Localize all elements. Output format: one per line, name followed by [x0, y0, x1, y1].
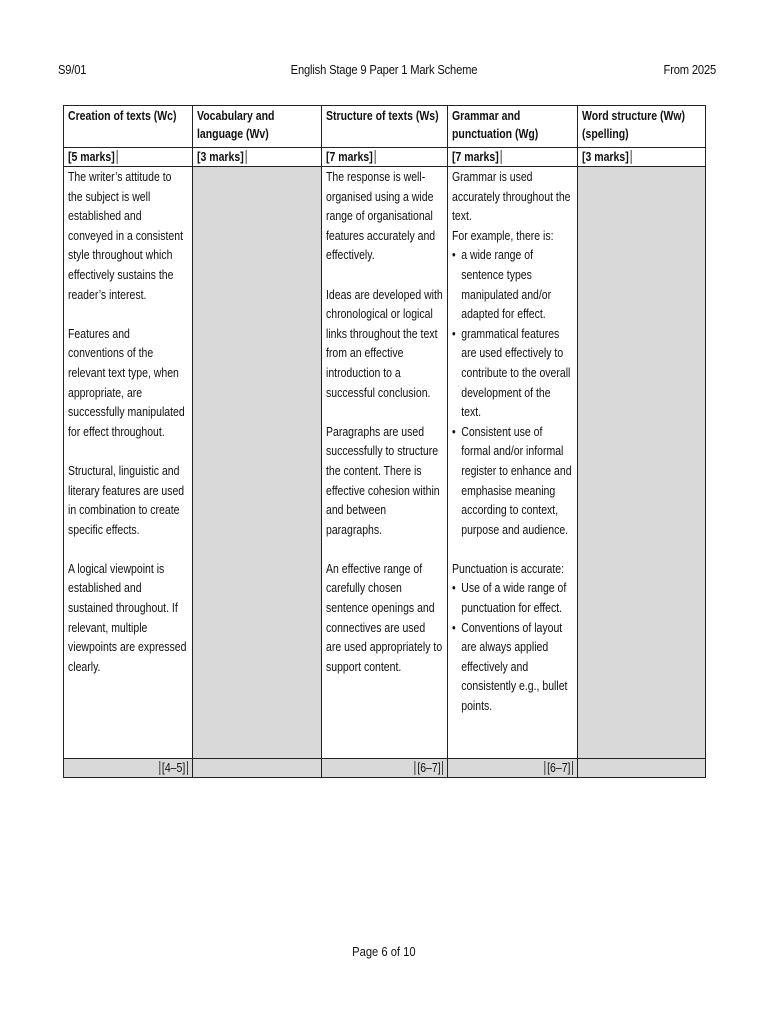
band-wc: [4–5] — [64, 759, 193, 778]
descriptor-ww-empty — [578, 167, 706, 759]
ws-paragraph: The response is well-organised using a wide range of organisational features accurately and effectively. — [326, 170, 436, 263]
page-number: Page 6 of 10 — [352, 944, 416, 959]
wc-paragraph: A logical viewpoint is established and sustained throughout. If relevant, multiple viewpoints are expressed clearly. — [68, 561, 187, 674]
list-item: • grammatical features are used effectively to contribute to the overall development of the text. — [452, 325, 573, 423]
wc-paragraph: The writer’s attitude to the subject is well established and conveyed in a consistent style throughout which effectively sustains the reader’s interest. — [68, 170, 183, 302]
descriptor-ws — [322, 167, 448, 759]
mark-scheme-table — [63, 105, 706, 778]
list-item: • Use of a wide range of punctuation for effect. — [452, 579, 573, 618]
footer-row — [64, 759, 706, 778]
descriptor-wg — [448, 167, 578, 759]
descriptor-row — [64, 167, 706, 759]
column-header-ww: Word structure (Ww) (spelling) — [578, 106, 706, 148]
band-ww — [578, 759, 706, 778]
wg-grammar-list — [452, 246, 573, 540]
ws-paragraph: Paragraphs are used successfully to structure the content. There is effective cohesion within and between paragraphs. — [326, 424, 440, 537]
list-item: • a wide range of sentence types manipulated and/or adapted for effect. — [452, 246, 573, 324]
marks-ws: [7 marks] — [322, 148, 448, 167]
document-title: English Stage 9 Paper 1 Mark Scheme — [290, 62, 478, 77]
wg-punctuation-lead: Punctuation is accurate: — [452, 561, 565, 576]
wg-punctuation-list — [452, 579, 573, 716]
table-header-row — [64, 106, 706, 148]
wc-paragraph: Structural, linguistic and literary features are used in combination to create specific effects. — [68, 463, 185, 537]
band-wg: [6–7] — [448, 759, 578, 778]
column-header-wg: Grammar and punctuation (Wg) — [448, 106, 578, 148]
marks-row — [64, 148, 706, 167]
marks-ww: [3 marks] — [578, 148, 706, 167]
wg-intro: Grammar is used accurately throughout the text. — [452, 170, 571, 224]
band-wv — [193, 759, 322, 778]
descriptor-wc — [64, 167, 193, 759]
ws-paragraph: Ideas are developed with chronological or logical links throughout the text from an effective introduction to a successful conclusion. — [326, 287, 443, 400]
marks-wg: [7 marks] — [448, 148, 578, 167]
band-ws: [6–7] — [322, 759, 448, 778]
ws-paragraph: An effective range of carefully chosen sentence openings and connectives are used are used appropriately to support content. — [326, 561, 443, 674]
wg-example-lead: For example, there is: — [452, 228, 554, 243]
descriptor-wv-empty — [193, 167, 322, 759]
list-item: • Consistent use of formal and/or informal register to enhance and emphasise meaning according to context, purpose and audience. — [452, 423, 573, 541]
marks-wc: [5 marks] — [64, 148, 193, 167]
column-header-wc: Creation of texts (Wc) — [64, 106, 193, 148]
list-item: • Conventions of layout are always applied effectively and consistently e.g., bullet points. — [452, 619, 573, 717]
marks-wv: [3 marks] — [193, 148, 322, 167]
column-header-ws: Structure of texts (Ws) — [322, 106, 448, 148]
document-date: From 2025 — [663, 62, 716, 77]
wc-paragraph: Features and conventions of the relevant text type, when appropriate, are successfully manipulated for effect throughout. — [68, 326, 185, 439]
column-header-wv: Vocabulary and language (Wv) — [193, 106, 322, 148]
document-code: S9/01 — [58, 62, 87, 77]
